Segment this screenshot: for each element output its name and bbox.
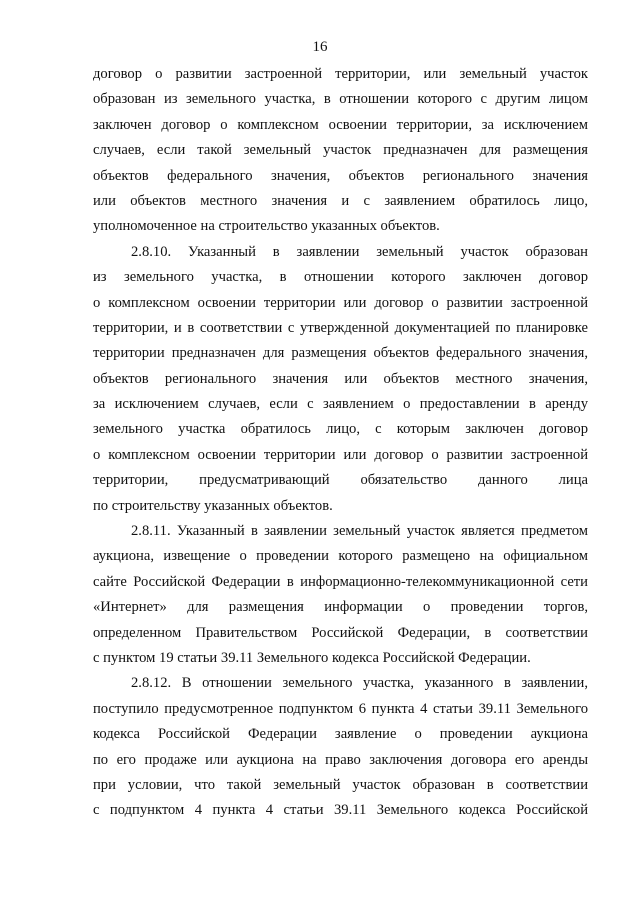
document-body: [93, 62, 588, 824]
text-line: 2.8.12. В отношении земельного участка, указанного в заявлении,: [131, 675, 588, 692]
text-line: территории предназначен для размещения объектов федерального значения,: [93, 345, 588, 362]
text-line: за исключением случаев, если с заявлением о предоставлении в аренду: [93, 396, 588, 413]
text-line: из земельного участка, в отношении которого заключен договор: [93, 269, 588, 286]
text-line: уполномоченное на строительство указанных объектов.: [93, 218, 440, 235]
paragraph-2-8-12: [93, 671, 588, 823]
text-line: договор о развитии застроенной территории, или земельный участок: [93, 66, 588, 82]
text-line: с подпунктом 4 пункта 4 статьи 39.11 Земельного кодекса Российской: [93, 802, 588, 819]
text-line: аукциона, извещение о проведении которого размещено на официальном: [93, 548, 588, 565]
text-line: заключен договор о комплексном освоении территории, за исключением: [93, 116, 588, 133]
text-line: территории, предусматривающий обязательство данного лица: [93, 472, 588, 489]
text-line: случаев, если такой земельный участок предназначен для размещения: [93, 142, 588, 159]
text-line: при условии, что такой земельный участок образован в соответствии: [93, 776, 588, 793]
text-line: земельного участка обратилось лицо, с которым заключен договор: [93, 421, 588, 438]
text-line: по строительству указанных объектов.: [93, 497, 333, 514]
text-line: образован из земельного участка, в отношении которого с другим лицом: [93, 91, 588, 108]
text-line: объектов регионального значения или объектов местного значения,: [93, 370, 588, 387]
text-line: сайте Российской Федерации в информационно-телекоммуникационной сети: [93, 573, 588, 590]
text-line: объектов федерального значения, объектов регионального значения: [93, 167, 588, 184]
text-line: «Интернет» для размещения информации о проведении торгов,: [93, 599, 588, 616]
text-line: территории, и в соответствии с утвержденной документацией по планировке: [93, 319, 588, 336]
paragraph-continuation: [93, 62, 588, 240]
paragraph-2-8-11: [93, 519, 588, 671]
text-line: кодекса Российской Федерации заявление о проведении аукциона: [93, 726, 588, 743]
text-line: о комплексном освоении территории или договор о развитии застроенной: [93, 446, 588, 463]
text-line: по его продаже или аукциона на право заключения договора его аренды: [93, 751, 588, 768]
text-line: 2.8.10. Указанный в заявлении земельный участок образован: [131, 243, 588, 260]
text-line: определенном Правительством Российской Федерации, в соответствии: [93, 624, 588, 641]
text-line: 2.8.11. Указанный в заявлении земельный участок является предметом: [131, 523, 588, 540]
text-line: поступило предусмотренное подпунктом 6 пункта 4 статьи 39.11 Земельного: [93, 700, 588, 717]
text-line: с пунктом 19 статьи 39.11 Земельного кодекса Российской Федерации.: [93, 649, 531, 666]
text-line: или объектов местного значения и с заявлением обратилось лицо,: [93, 192, 588, 209]
text-line: о комплексном освоении территории или договор о развитии застроенной: [93, 294, 588, 311]
paragraph-2-8-10: [93, 240, 588, 519]
page-number: 16: [312, 39, 328, 55]
